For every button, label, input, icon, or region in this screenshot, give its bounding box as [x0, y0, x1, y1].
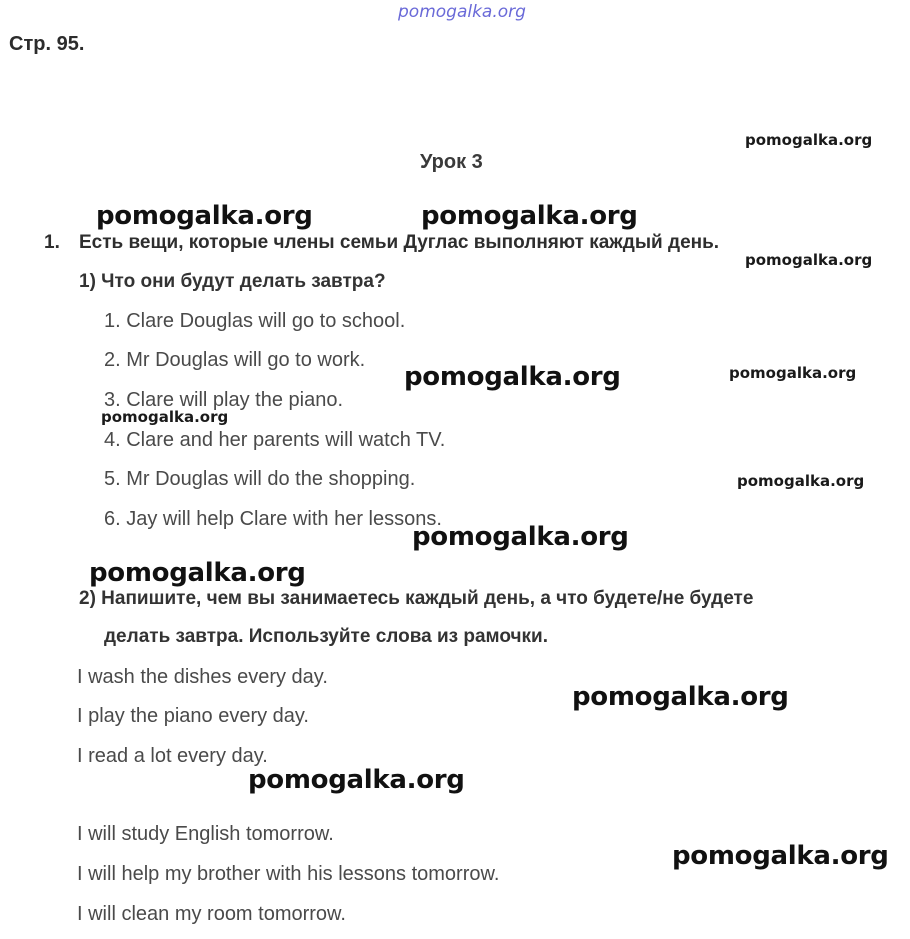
page-number: Стр. 95. [9, 33, 85, 55]
every-day-line: I wash the dishes every day. [77, 666, 328, 688]
watermark: pomogalka.org [412, 522, 629, 552]
task-number: 1. [44, 232, 60, 253]
tomorrow-line: I will clean my room tomorrow. [77, 903, 346, 925]
answer-line: 3. Clare will play the piano. [104, 389, 344, 411]
watermark: pomogalka.org [96, 201, 313, 231]
tomorrow-line: I will study English tomorrow. [77, 823, 334, 845]
answer-line: 2. Mr Douglas will go to work. [104, 349, 366, 371]
subtask2-title-line1: 2) Напишите, чем вы занимаетесь каждый день, а что будете/не будете [79, 588, 754, 609]
answer-line: 6. Jay will help Clare with her lessons. [104, 508, 442, 530]
watermark: pomogalka.org [89, 558, 306, 588]
watermark: pomogalka.org [101, 408, 229, 426]
watermark: pomogalka.org [404, 362, 621, 392]
tomorrow-line: I will help my brother with his lessons tomorrow. [77, 863, 500, 885]
watermark: pomogalka.org [572, 682, 789, 712]
watermark: pomogalka.org [745, 251, 873, 269]
answer-line: 1. Clare Douglas will go to school. [104, 310, 406, 332]
every-day-line: I play the piano every day. [77, 705, 309, 727]
watermark: pomogalka.org [737, 472, 865, 490]
watermark: pomogalka.org [745, 131, 873, 149]
answer-line: 5. Mr Douglas will do the shopping. [104, 468, 416, 490]
task-title: Есть вещи, которые члены семьи Дуглас выполняют каждый день. [79, 232, 720, 253]
watermark: pomogalka.org [248, 765, 465, 795]
watermark: pomogalka.org [729, 364, 857, 382]
watermark-top: pomogalka.org [398, 2, 526, 22]
answer-line: 4. Clare and her parents will watch TV. [104, 429, 446, 451]
watermark: pomogalka.org [421, 201, 638, 231]
lesson-title: Урок 3 [420, 151, 483, 173]
watermark: pomogalka.org [672, 841, 889, 871]
subtask1-title: 1) Что они будут делать завтра? [79, 271, 386, 292]
every-day-line: I read a lot every day. [77, 745, 268, 767]
subtask2-title-line2: делать завтра. Используйте слова из рамочки. [104, 626, 548, 647]
